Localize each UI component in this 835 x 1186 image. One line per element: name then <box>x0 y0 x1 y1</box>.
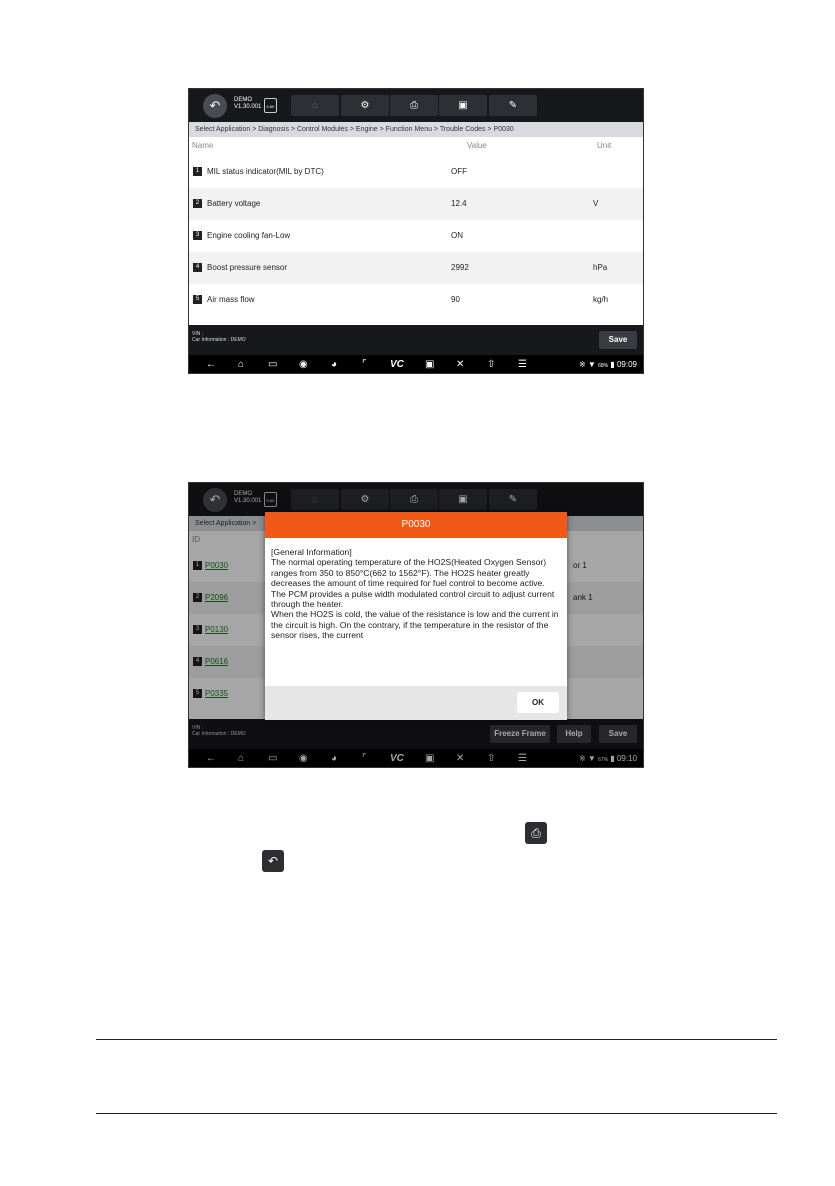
freeze-frame-button[interactable]: Freeze Frame <box>490 725 550 743</box>
car-icon[interactable]: ▣ <box>425 359 435 370</box>
status-area <box>579 360 637 371</box>
recent-apps-icon[interactable]: ▭ <box>268 359 278 370</box>
dtc-code-link[interactable]: P2096 <box>205 593 229 602</box>
back-icon[interactable]: ↶ <box>203 488 227 512</box>
column-name: Name <box>192 141 214 150</box>
save-button[interactable]: Save <box>599 725 637 743</box>
row-number: 2 <box>193 199 202 208</box>
dtc-code-link[interactable]: P0335 <box>205 689 229 698</box>
back-icon[interactable]: ← <box>206 753 216 764</box>
back-icon[interactable]: ← <box>206 359 216 370</box>
android-nav-bar <box>189 355 643 374</box>
row-description: ank 1 <box>573 593 593 602</box>
row-unit: kg/h <box>593 295 609 304</box>
row-name: MIL status indicator(MIL by DTC) <box>207 167 324 176</box>
settings-icon[interactable]: ⚙ <box>341 95 389 116</box>
row-unit: hPa <box>593 263 608 272</box>
column-id: ID <box>192 535 200 544</box>
wifi-icon: ▼ <box>587 754 596 763</box>
battery-icon: ▮ <box>610 754 615 763</box>
breadcrumb: Select Application > Diagnosis > Control Modules > Engine > Function Menu > Trouble Codes > P0030 <box>189 122 643 137</box>
version-info <box>234 97 261 111</box>
save-button[interactable]: Save <box>599 331 637 349</box>
print-icon: ⎙ <box>525 822 547 844</box>
dtc-code-link[interactable]: P0616 <box>205 657 229 666</box>
home-icon[interactable]: ⌂ <box>291 95 339 116</box>
back-icon: ↶ <box>262 850 284 872</box>
row-number: 2 <box>193 593 202 602</box>
car-info-label: Car Information : DEMO <box>192 731 246 737</box>
battery-percent: 67% <box>598 757 609 763</box>
clock: 09:10 <box>616 754 637 763</box>
browser-icon[interactable]: ◕ <box>331 359 338 370</box>
dialog-body[interactable] <box>265 538 567 684</box>
bluetooth-icon: ※ <box>578 754 586 763</box>
settings-icon[interactable]: ⚙ <box>341 489 389 510</box>
menu-icon[interactable]: ☰ <box>518 359 527 370</box>
row-name: Boost pressure sensor <box>207 263 288 272</box>
row-number: 4 <box>193 263 202 272</box>
table-row[interactable] <box>189 188 643 220</box>
browser-icon[interactable]: ◕ <box>331 753 338 764</box>
bluetooth-icon: ※ <box>578 360 586 369</box>
battery-percent: 68% <box>598 363 609 369</box>
image-icon[interactable]: ▣ <box>439 95 487 116</box>
vci-icon[interactable]: VC <box>390 753 404 764</box>
dialog-footer <box>265 686 567 720</box>
dialog-heading: [General Information] <box>271 547 352 557</box>
breadcrumb: Select Application > <box>189 516 643 531</box>
row-value: ON <box>451 231 463 240</box>
vci-voltage: 9.6V <box>266 498 275 503</box>
row-value: 90 <box>451 295 460 304</box>
dtc-code-link[interactable]: P0130 <box>205 625 229 634</box>
dialog-paragraph: The normal operating temperature of the HO2S(Heated Oxygen Sensor) ranges from 350 to 850°C(662 to 1562°F). The HO2S heater greatly decreases the amount of time required for fuel control to become active. The PCM provides a pulse width modulated control circuit to adjust current through the heater. <box>271 557 555 610</box>
demo-label: DEMO <box>234 491 252 497</box>
car-icon[interactable]: ▣ <box>425 753 435 764</box>
table-row[interactable] <box>189 252 643 284</box>
crop-icon[interactable]: ⌜ <box>362 359 367 370</box>
vin-label: VIN : <box>192 331 204 337</box>
dialog-paragraph: When the HO2S is cold, the value of the resistance is low and the current in the circuit is high. On the contrary, if the temperature in the resistor of the sensor rises, the current <box>271 609 559 641</box>
car-info-label: Car Information : DEMO <box>192 337 246 343</box>
back-icon-inline <box>262 850 284 872</box>
tools-icon[interactable]: ✕ <box>456 359 465 370</box>
version-label: V1.30.001 <box>234 498 262 504</box>
row-number: 1 <box>193 561 202 570</box>
row-number: 3 <box>193 625 202 634</box>
vin-label: VIN : <box>192 725 204 731</box>
row-number: 1 <box>193 167 202 176</box>
demo-label: DEMO <box>234 97 252 103</box>
row-number: 5 <box>193 295 202 304</box>
upload-icon[interactable]: ⇧ <box>487 359 496 370</box>
top-toolbar <box>189 89 643 122</box>
dtc-code-link[interactable]: P0030 <box>205 561 229 570</box>
dtc-help-dialog <box>265 512 567 720</box>
row-number: 4 <box>193 657 202 666</box>
row-number: 3 <box>193 231 202 240</box>
back-icon[interactable]: ↶ <box>203 94 227 118</box>
row-value: OFF <box>451 167 467 176</box>
menu-icon[interactable]: ☰ <box>518 753 527 764</box>
home-icon[interactable]: ⌂ <box>291 489 339 510</box>
version-label: V1.30.001 <box>234 104 262 110</box>
recent-apps-icon[interactable]: ▭ <box>268 753 278 764</box>
home-icon[interactable]: ⌂ <box>238 359 245 370</box>
print-icon[interactable]: ⎙ <box>390 95 438 116</box>
vehicle-info <box>192 331 246 343</box>
divider <box>96 1039 777 1040</box>
bottom-bar <box>189 325 643 355</box>
ok-button[interactable]: OK <box>517 692 559 713</box>
row-description: or 1 <box>573 561 587 570</box>
column-value: Value <box>467 141 487 150</box>
vci-voltage: 9.6V <box>266 104 275 109</box>
vci-battery-icon <box>264 98 277 113</box>
row-value: 2992 <box>451 263 469 272</box>
table-header <box>189 137 643 155</box>
upload-icon[interactable]: ⇧ <box>487 753 496 764</box>
table-row[interactable] <box>189 156 643 188</box>
row-unit: V <box>593 199 599 208</box>
battery-icon: ▮ <box>610 360 615 369</box>
divider <box>96 1113 777 1114</box>
clock: 09:09 <box>616 360 637 369</box>
column-unit: Unit <box>597 141 612 150</box>
screenshot-live-data <box>188 88 644 374</box>
row-number: 5 <box>193 689 202 698</box>
wifi-icon: ▼ <box>587 360 596 369</box>
row-name: Air mass flow <box>207 295 255 304</box>
help-button[interactable]: Help <box>557 725 591 743</box>
camera-icon[interactable]: ◉ <box>299 359 308 370</box>
table-row[interactable] <box>189 220 643 252</box>
home-icon[interactable]: ⌂ <box>238 753 245 764</box>
table-row[interactable] <box>189 284 643 316</box>
dialog-title: P0030 <box>265 512 567 538</box>
tools-icon[interactable]: ✕ <box>456 753 465 764</box>
edit-icon[interactable]: ✎ <box>489 95 537 116</box>
image-icon[interactable]: ▣ <box>439 489 487 510</box>
print-icon-inline <box>525 822 547 844</box>
vci-icon[interactable]: VC <box>390 359 404 370</box>
row-value: 12.4 <box>451 199 467 208</box>
screenshot-dtc-help <box>188 482 644 768</box>
crop-icon[interactable]: ⌜ <box>362 753 367 764</box>
edit-icon[interactable]: ✎ <box>489 489 537 510</box>
row-name: Engine cooling fan-Low <box>207 231 291 240</box>
row-name: Battery voltage <box>207 199 261 208</box>
print-icon[interactable]: ⎙ <box>390 489 438 510</box>
camera-icon[interactable]: ◉ <box>299 753 308 764</box>
